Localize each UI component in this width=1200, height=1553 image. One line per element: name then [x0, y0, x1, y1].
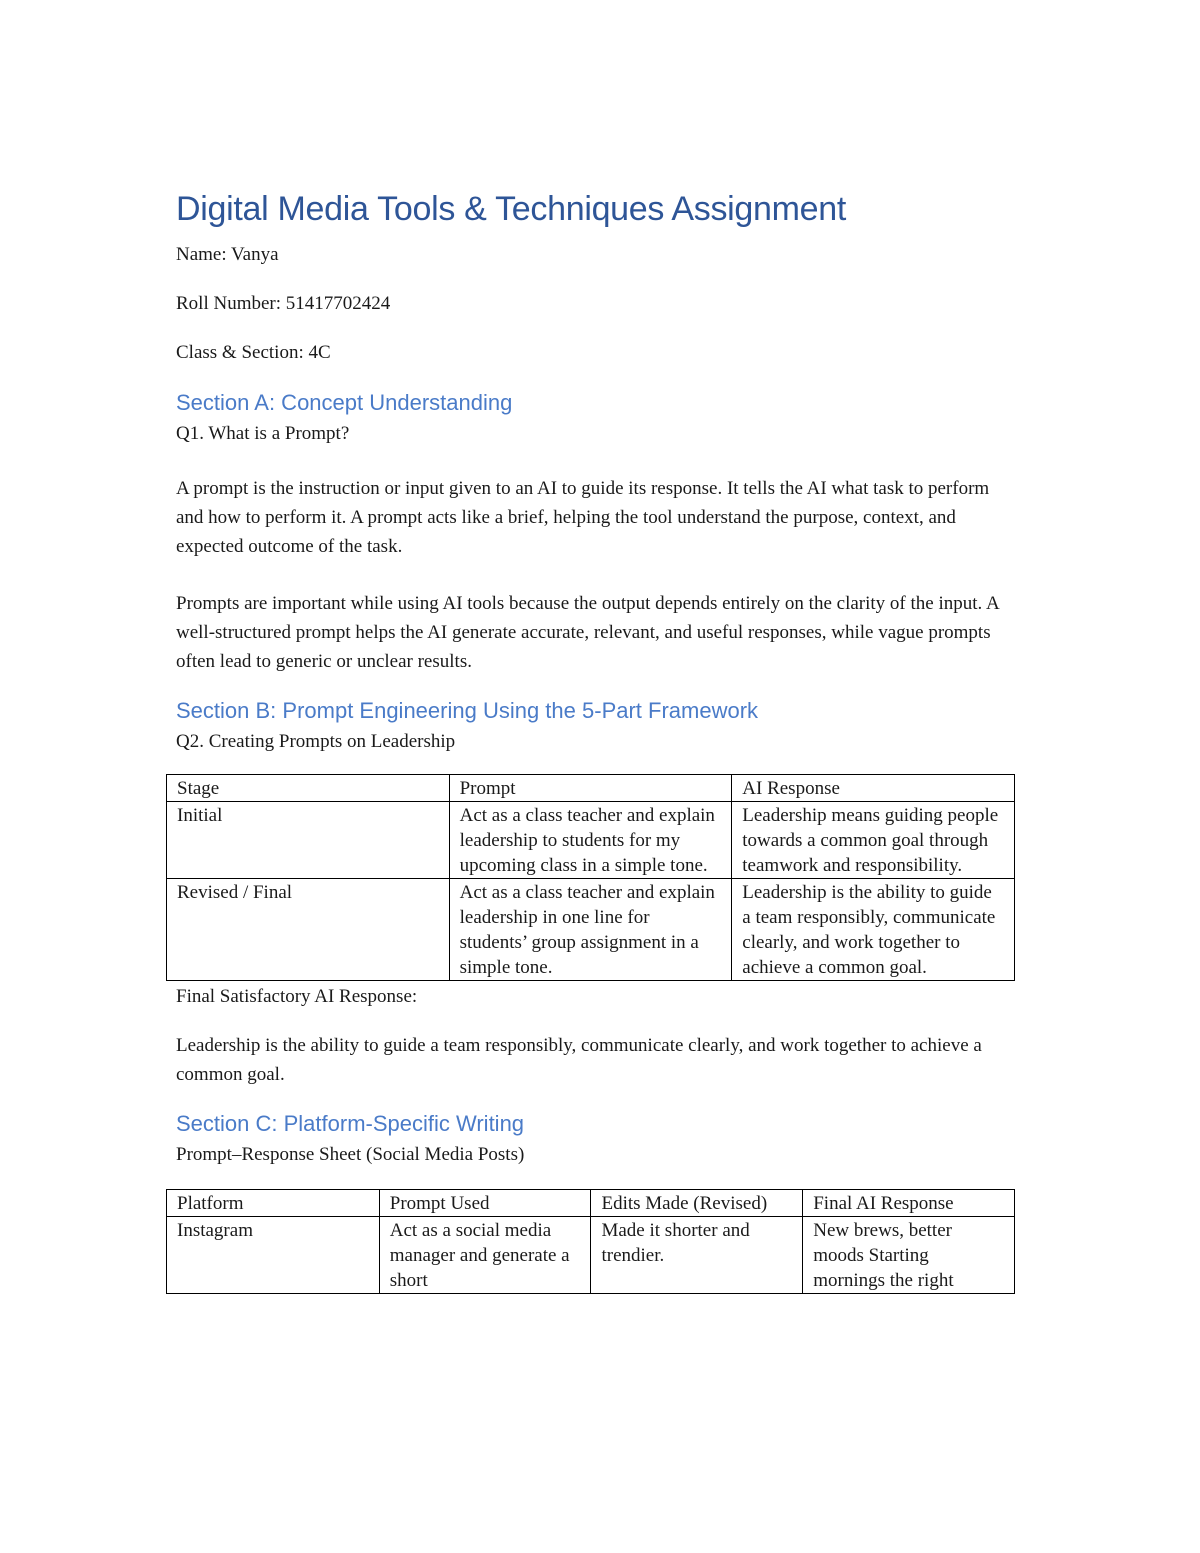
leadership-prompt-table — [166, 774, 1015, 981]
table-header-cell: Stage — [167, 775, 450, 802]
table-cell: Instagram — [167, 1217, 380, 1294]
table-header-cell: Prompt — [449, 775, 732, 802]
document-page — [176, 190, 1014, 1294]
table-cell: Leadership means guiding people towards a common goal through teamwork and responsibility. — [732, 802, 1015, 879]
table-header-cell: Platform — [167, 1190, 380, 1217]
section-a-paragraph-1: A prompt is the instruction or input given to an AI to guide its response. It tells the AI what task to perform and how to perform it. A prompt acts like a brief, helping the tool understand the purpose, context, and expected outcome of the task. — [176, 478, 990, 557]
final-response-label: Final Satisfactory AI Response: — [176, 986, 418, 1007]
section-a-heading: Section A: Concept Understanding — [176, 390, 513, 415]
section-c-subtitle: Prompt–Response Sheet (Social Media Posts) — [176, 1144, 525, 1165]
final-response-text: Leadership is the ability to guide a team responsibly, communicate clearly, and work together to achieve a common goal. — [176, 1035, 982, 1085]
student-name: Name: Vanya — [176, 244, 279, 265]
roll-number: Roll Number: 51417702424 — [176, 293, 391, 314]
table-cell: Initial — [167, 802, 450, 879]
section-b-question: Q2. Creating Prompts on Leadership — [176, 731, 456, 752]
section-a-paragraph-2: Prompts are important while using AI tools because the output depends entirely on the clarity of the input. A well-structured prompt helps the AI generate accurate, relevant, and useful responses, while vague prompts often lead to generic or unclear results. — [176, 593, 999, 672]
table-header-cell: AI Response — [732, 775, 1015, 802]
table-header-row — [167, 775, 1015, 802]
table-header-cell: Final AI Response — [803, 1190, 1015, 1217]
document-title: Digital Media Tools & Techniques Assignment — [176, 190, 847, 228]
social-media-table — [166, 1189, 1015, 1294]
table-row — [167, 879, 1015, 981]
section-a-question: Q1. What is a Prompt? — [176, 423, 350, 444]
table-cell: Act as a social media manager and generate a short — [379, 1217, 591, 1294]
table-cell: Revised / Final — [167, 879, 450, 981]
table-header-cell: Prompt Used — [379, 1190, 591, 1217]
section-c-heading: Section C: Platform-Specific Writing — [176, 1111, 525, 1136]
table-cell: New brews, better moods Starting mornings the right — [803, 1217, 1015, 1294]
table-row — [167, 802, 1015, 879]
table-cell: Leadership is the ability to guide a team responsibly, communicate clearly, and work together to achieve a common goal. — [732, 879, 1015, 981]
section-b-heading: Section B: Prompt Engineering Using the 5-Part Framework — [176, 698, 759, 723]
table-row — [167, 1217, 1015, 1294]
table-header-cell: Edits Made (Revised) — [591, 1190, 803, 1217]
table-cell: Made it shorter and trendier. — [591, 1217, 803, 1294]
table-cell: Act as a class teacher and explain leadership to students for my upcoming class in a simple tone. — [449, 802, 732, 879]
class-section: Class & Section: 4C — [176, 342, 331, 363]
table-cell: Act as a class teacher and explain leadership in one line for students’ group assignment in a simple tone. — [449, 879, 732, 981]
table-header-row — [167, 1190, 1015, 1217]
